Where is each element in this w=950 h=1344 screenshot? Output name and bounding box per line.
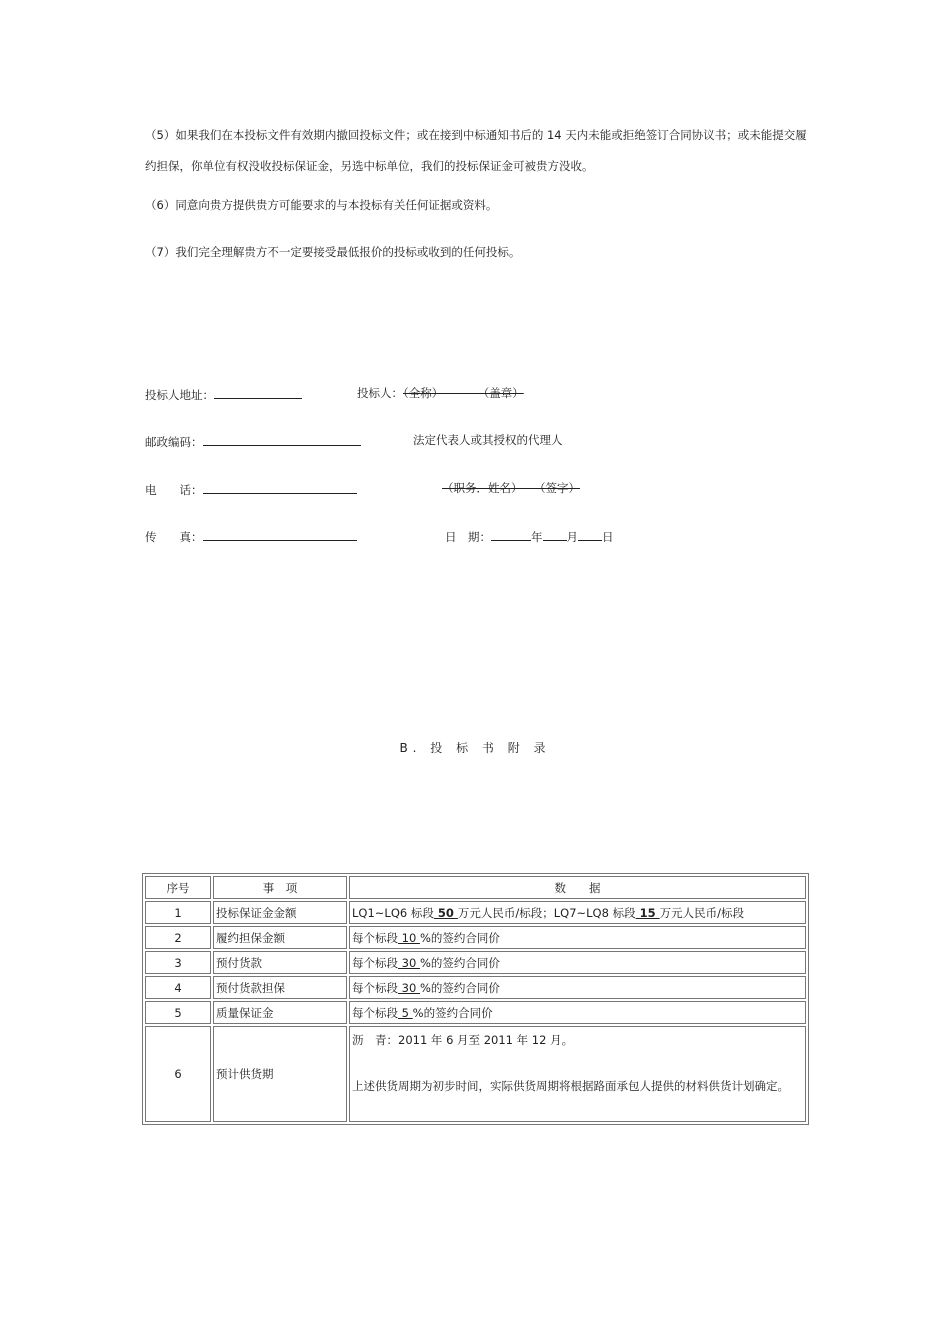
header-data: 数 据 [349,876,806,899]
clause-7: （7）我们完全理解贵方不一定要接受最低报价的投标或收到的任何投标。 [145,245,521,259]
fax-field [145,527,357,545]
table-row [145,951,806,974]
row-data [349,926,806,949]
fax-blank [203,527,357,541]
data-text: 每个标段 [352,1005,398,1020]
row-data [349,951,806,974]
table-row [145,976,806,999]
data-text: %的签约合同价 [419,955,500,970]
bidder-field [357,385,524,401]
appendix-title: B. 投 标 书 附 录 [399,741,551,755]
row-no: 5 [145,1001,211,1024]
data-value: 30 [398,980,420,995]
row-no: 4 [145,976,211,999]
row-no: 6 [145,1026,211,1122]
supply-note: 上述供货周期为初步时间，实际供货周期将根据路面承包人提供的材料供货计划确定。 [352,1079,789,1093]
clause-5: （5）如果我们在本投标文件有效期内撤回投标文件；或在接到中标通知书后的 14 天内未能或拒绝签订合同协议书；或未能提交履约担保，你单位有权没收投标保证金，另选中标单位，我们的投标保证金可被贵方没收。 [145,128,807,173]
table-header-row [145,876,806,899]
data-text: 万元人民币/标段；LQ7~LQ8 标段 [457,905,636,920]
address-label: 投标人地址： [145,388,214,402]
row-item: 质量保证金 [213,1001,347,1024]
date-field [445,527,614,545]
supply-period: 沥 青：2011 年 6 月至 2011 年 12 月。 [352,1033,574,1047]
row-item: 预付货款担保 [213,976,347,999]
appendix-table [142,873,809,1125]
year-label: 年 [531,530,543,544]
data-text: 万元人民币/标段 [659,905,744,920]
header-item: 事 项 [213,876,347,899]
postal-field [145,432,361,450]
row-data [349,976,806,999]
data-text: LQ1~LQ6 标段 [352,905,434,920]
data-value: 50 [433,905,458,920]
data-text: 每个标段 [352,980,398,995]
row-data [349,901,806,924]
data-value: 5 [398,1005,413,1020]
data-value: 15 [635,905,660,920]
header-no: 序号 [145,876,211,899]
data-value: 10 [398,930,420,945]
day-blank [578,527,602,541]
row-no: 2 [145,926,211,949]
row-no: 1 [145,901,211,924]
row-data [349,1001,806,1024]
table-row [145,901,806,924]
data-text: 每个标段 [352,955,398,970]
representative-note [442,480,580,496]
address-field [145,385,302,403]
table-row [145,1026,806,1122]
month-label: 月 [566,530,578,544]
representative-label: 法定代表人或其授权的代理人 [413,433,563,447]
row-item: 投标保证金金额 [213,901,347,924]
data-value: 30 [398,955,420,970]
data-text: %的签约合同价 [419,980,500,995]
clause-6: （6）同意向贵方提供贵方可能要求的与本投标有关任何证据或资料。 [145,198,498,212]
fax-label: 传 真： [145,530,203,544]
postal-blank [203,432,361,446]
date-label: 日 期： [445,530,491,544]
bidder-note: （全称） （盖章） [403,386,524,400]
phone-blank [203,480,357,494]
address-blank [214,385,302,399]
phone-field [145,480,357,498]
rep-note: （职务．姓名） （签字） [442,481,580,495]
data-text: %的签约合同价 [419,930,500,945]
row-item: 履约担保金额 [213,926,347,949]
data-text: %的签约合同价 [412,1005,493,1020]
row-item: 预计供货期 [213,1026,347,1122]
day-label: 日 [602,530,614,544]
table-row [145,926,806,949]
data-text: 每个标段 [352,930,398,945]
month-blank [543,527,567,541]
table-row [145,1001,806,1024]
row-data [349,1026,806,1122]
postal-label: 邮政编码： [145,435,203,449]
row-item: 预付货款 [213,951,347,974]
phone-label: 电 话： [145,483,203,497]
year-blank [491,527,531,541]
row-no: 3 [145,951,211,974]
bidder-label: 投标人： [357,386,403,400]
